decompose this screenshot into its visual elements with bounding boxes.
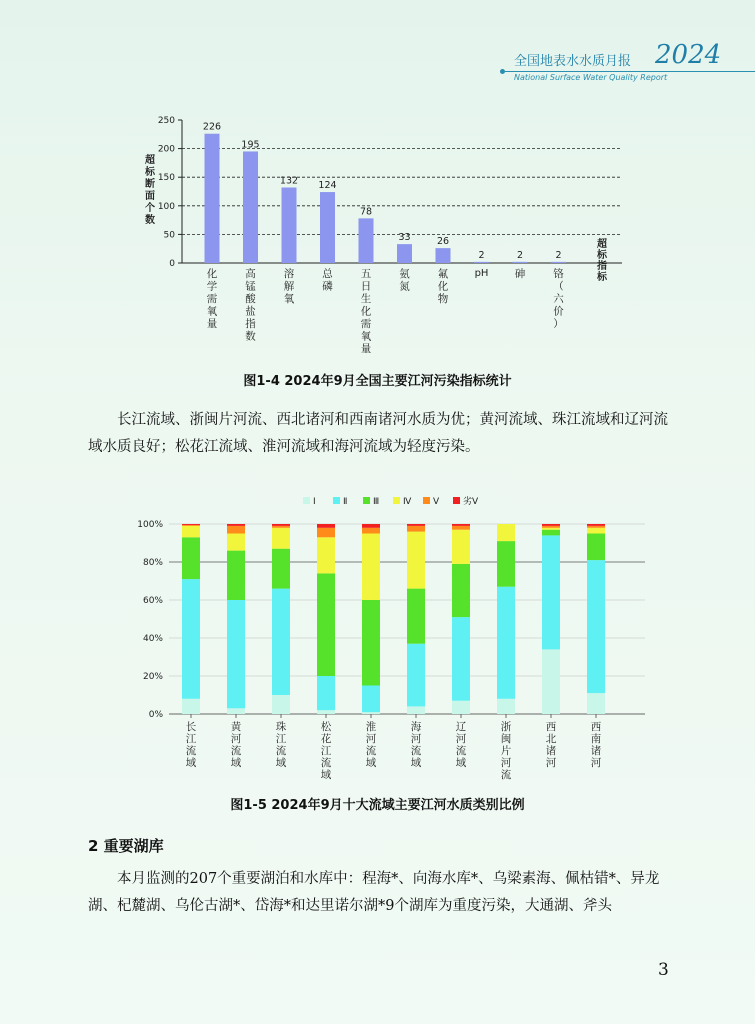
stacked-bar-segment [272,524,290,526]
stacked-bar-segment [227,534,245,551]
category-label-char: 河 [365,733,377,745]
bar [551,262,566,263]
y-tick-label: 40% [142,634,163,644]
x-axis-label-char: 标 [597,272,607,283]
water-quality-class-chart [125,492,645,782]
stacked-bar-segment [317,537,335,573]
category-label-char: 河 [545,757,557,769]
category-label-char: 域 [365,757,377,769]
bar-value-label: 132 [279,175,299,187]
category-label-char: 流 [455,745,467,757]
category-label-char: 河 [455,733,467,745]
bar-value-label: 33 [398,232,411,244]
y-axis-label-char: 面 [145,191,155,202]
bar-value-label: 226 [202,121,222,133]
stacked-bar-segment [407,706,425,714]
stacked-bar-segment [272,528,290,549]
y-tick-label: 0 [169,259,175,269]
stacked-bar-segment [317,676,335,710]
y-tick-label: 80% [142,558,163,568]
category-label-char: 闽 [500,733,512,745]
x-axis-label-char: 标 [597,250,607,261]
stacked-bar-segment [182,525,200,526]
y-axis-label-char: 标 [145,167,155,178]
stacked-bar-segment [587,526,605,528]
stacked-bar-segment [452,524,470,526]
category-label-char: 氨 [399,268,410,280]
stacked-bar-segment [407,526,425,532]
category-label-char: 化 [360,305,372,318]
category-label-char: 氧 [360,330,372,343]
stacked-bar-segment [362,686,380,713]
y-tick-label: 100% [137,520,163,530]
legend-swatch [423,497,430,504]
bar-value-label: 2 [516,249,524,261]
category-label-char: 江 [185,733,197,745]
category-label-char: 氟 [437,268,449,280]
stacked-bar-segment [407,644,425,707]
stacked-bar-segment [227,551,245,600]
category-label-char: 黄 [230,721,242,733]
bar-value-label: 26 [436,236,450,248]
legend-swatch [453,497,460,504]
category-label-char: 海 [410,721,422,733]
bar [243,151,258,263]
category-label-char: 域 [185,757,197,769]
stacked-bar-segment [317,524,335,528]
category-label-char: 河 [410,733,422,745]
category-label-char: 氧 [283,293,295,305]
bar-value-label: 195 [241,139,260,151]
category-label-char: 河 [230,733,242,745]
y-axis-label-char: 超 [145,155,155,166]
category-label-char: 锰 [245,280,256,293]
x-axis-label-char: 超 [597,239,607,250]
stacked-bar-segment [227,600,245,708]
stacked-bar-segment [407,589,425,644]
stacked-bar-segment [362,534,380,601]
category-label-char: 六 [553,293,564,305]
bar-value-label: 78 [359,206,373,218]
category-label-char: 日 [360,280,372,293]
bar-value-label: 124 [318,180,337,192]
legend-swatch [303,497,310,504]
category-label-char: （ [553,280,564,293]
header-title: 全国地表水水质月报 [514,54,632,69]
category-label-char: 解 [283,280,295,293]
header-year: 2024 [655,40,722,70]
category-label-char: 流 [230,745,242,757]
category-label-char: 溶 [283,268,295,280]
chart1-caption: 图1-4 2024年9月全国主要江河污染指标统计 [243,374,512,389]
stacked-bar-segment [362,712,380,714]
stacked-bar-segment [497,699,515,714]
category-label-char: 高 [245,268,256,280]
bar [513,262,528,263]
legend-swatch [393,497,400,504]
paragraph-2 [88,866,668,920]
stacked-bar-segment [182,524,200,525]
category-label-char: 松 [320,721,332,733]
stacked-bar-segment [542,524,560,526]
legend-label: Ⅱ [343,497,348,507]
category-label-char: 西 [545,721,557,733]
category-label-char: 指 [245,318,256,330]
bar [282,187,297,263]
category-label: pH [474,268,489,279]
category-label-char: 酸 [245,293,256,305]
bar [397,244,412,263]
category-label-char: 淮 [365,721,377,733]
stacked-bar-segment [542,535,560,649]
category-label-char: 域 [410,757,422,769]
category-label-char: 流 [365,745,377,757]
category-label-char: 数 [245,330,256,343]
category-label-char: 盐 [245,305,256,318]
category-label-char: 长 [185,721,197,733]
stacked-bar-segment [272,695,290,714]
stacked-bar-segment [362,528,380,534]
category-label-char: 北 [545,733,557,745]
stacked-bar-segment [272,589,290,695]
category-label-char: 量 [360,343,372,355]
stacked-bar-segment [362,600,380,686]
category-label-char: 化 [437,280,449,293]
header-rule [505,71,755,72]
category-label-char: 量 [206,318,218,330]
bar-value-label: 2 [478,249,485,261]
legend-swatch [333,497,340,504]
category-label-char: 浙 [500,721,512,733]
bar [205,134,220,263]
bar [320,192,335,263]
category-label-char: 学 [206,280,218,293]
page-number: 3 [658,960,669,980]
paragraph-2-text: 本月监测的207个重要湖泊和水库中：程海*、向海水库*、乌梁素海、佩枯错*、异龙湖、杞麓湖、乌伦古湖*、岱海*和达里诺尔湖*9个湖库为重度污染，大通湖、斧头 [88,871,660,914]
category-label-char: 西 [590,721,602,733]
category-label-char: 域 [275,757,287,769]
stacked-bar-segment [182,537,200,579]
legend-swatch [363,497,370,504]
category-label-char: 珠 [275,721,287,733]
section-heading: 2 重要湖库 [88,837,164,855]
stacked-bar-segment [272,549,290,589]
category-label-char: 诸 [545,745,557,757]
category-label-char: 铬 [553,268,564,280]
bar [436,248,451,263]
category-label-char: 域 [320,769,332,781]
category-label-char: 江 [320,745,332,757]
category-label-char: 流 [500,769,512,781]
category-label-char: 流 [275,745,287,757]
category-label-char: 辽 [455,721,467,733]
category-label-char: 需 [360,318,372,330]
y-axis-label-char: 断 [145,179,155,190]
x-axis-label-char: 指 [597,261,607,272]
stacked-bar-segment [317,528,335,538]
category-label-char: 河 [500,757,512,769]
stacked-bar-segment [542,530,560,536]
stacked-bar-segment [452,530,470,564]
category-label-char: 生 [360,293,372,305]
category-label-char: 诸 [590,745,602,757]
paragraph-1-text: 长江流域、浙闽片河流、西北诸河和西南诸河水质为优；黄河流域、珠江流域和辽河流域水质良好；松花江流域、淮河流域和海河流域为轻度污染。 [88,412,668,455]
header-subtitle-en: National Surface Water Quality Report [514,73,668,82]
category-label-char: 河 [590,757,602,769]
stacked-bar-segment [587,560,605,693]
stacked-bar-segment [227,526,245,534]
stacked-bar-segment [497,587,515,699]
stacked-bar-segment [317,710,335,714]
stacked-bar-segment [452,526,470,530]
stacked-bar-segment [227,708,245,714]
y-tick-label: 100 [157,201,175,212]
category-label-char: 江 [275,733,287,745]
stacked-bar-segment [497,524,515,541]
bar-value-label: 2 [555,249,562,261]
category-label-char: 流 [410,745,422,757]
category-label-char: 域 [230,757,242,769]
stacked-bar-segment [272,526,290,528]
paragraph-1 [88,407,668,461]
legend-label: 劣Ⅴ [463,497,479,507]
stacked-bar-segment [452,701,470,714]
y-tick-label: 250 [157,116,175,126]
category-label-char: 砷 [514,268,526,280]
y-tick-label: 60% [142,596,163,606]
y-axis-label-char: 数 [145,215,155,226]
legend-label: Ⅲ [373,497,380,507]
category-label-char: ） [553,318,564,330]
stacked-bar-segment [317,573,335,676]
y-tick-label: 200 [157,144,175,155]
stacked-bar-segment [407,524,425,526]
bar [359,218,374,263]
stacked-bar-segment [452,617,470,701]
stacked-bar-segment [452,564,470,617]
stacked-bar-segment [227,524,245,526]
stacked-bar-segment [587,528,605,534]
stacked-bar-segment [182,526,200,537]
category-label-char: 流 [185,745,197,757]
category-label-char: 南 [590,733,602,745]
pollution-indicator-chart [120,105,640,365]
category-label-char: 氧 [206,305,218,318]
category-label-char: 花 [320,733,332,745]
category-label-char: 片 [500,745,512,757]
stacked-bar-segment [542,649,560,714]
category-label-char: 价 [553,305,564,318]
legend-label: Ⅴ [433,497,440,507]
stacked-bar-segment [182,699,200,714]
legend-label: Ⅰ [313,497,316,507]
category-label-char: 磷 [322,280,333,293]
stacked-bar-segment [587,693,605,714]
stacked-bar-segment [497,541,515,587]
category-label-char: 域 [455,757,467,769]
category-label-char: 五 [360,268,372,280]
y-tick-label: 150 [157,173,175,184]
y-tick-label: 0% [148,710,163,720]
stacked-bar-segment [182,579,200,699]
category-label-char: 氮 [399,280,410,293]
stacked-bar-segment [587,524,605,526]
category-label-char: 需 [206,293,218,305]
category-label-char: 物 [437,293,449,305]
stacked-bar-segment [362,524,380,528]
category-label-char: 流 [320,757,332,769]
category-label-char: 总 [322,268,333,280]
stacked-bar-segment [407,532,425,589]
stacked-bar-segment [542,526,560,528]
stacked-bar-segment [542,528,560,530]
chart2-caption: 图1-5 2024年9月十大流域主要江河水质类别比例 [230,798,525,813]
bar [474,262,489,263]
legend-label: Ⅳ [403,497,412,507]
stacked-bar-segment [587,534,605,561]
y-tick-label: 20% [142,672,163,682]
category-label-char: 化 [206,268,218,280]
y-tick-label: 50 [163,230,175,241]
y-axis-label-char: 个 [145,203,155,214]
